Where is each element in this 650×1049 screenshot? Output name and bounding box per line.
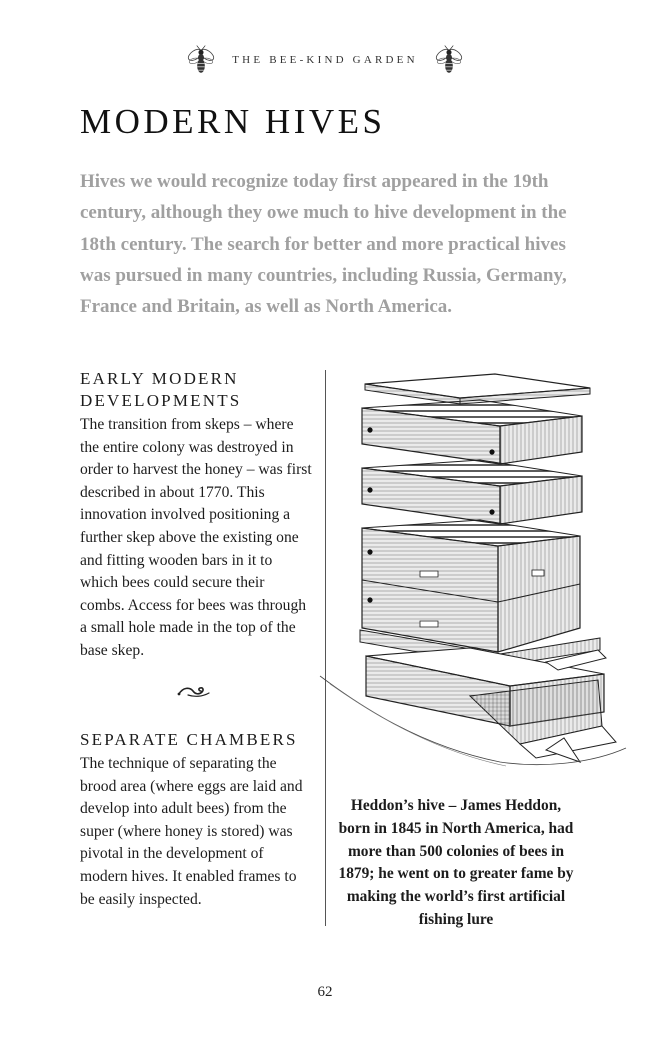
section-body: The technique of separating the brood area (where eggs are laid and develop into adult bees) from the super (where honey is stored) was pivotal in the development of modern hives. It enabled frames to be easily inspected. (80, 755, 303, 908)
intro-paragraph: Hives we would recognize today first appeared in the 19th century, although they owe much to hive development in the 18th century. The search for better and more practical hives was pursued in many countries, including Russia, Germany, France and Britain, as well as North America. (80, 171, 567, 318)
section-separate-chambers (80, 729, 312, 911)
section-heading: SEPARATE CHAMBERS (80, 730, 298, 749)
figure-caption: Heddon’s hive – James Heddon, born in 1845 in North America, had more than 500 colonies of bees in 1879; he went on to greater fame by making the world’s first artificial fishing lure (338, 797, 574, 928)
page-number: 62 (317, 984, 333, 1000)
section-early-modern (80, 368, 312, 663)
running-header (0, 40, 650, 80)
heddon-hive-illustration (300, 366, 630, 780)
running-title: THE BEE-KIND GARDEN (232, 54, 418, 66)
page-title: MODERN HIVES (80, 102, 386, 141)
section-heading: EARLY MODERN DEVELOPMENTS (80, 369, 242, 410)
flourish-ornament-icon (176, 682, 212, 700)
section-body: The transition from skeps – where the entire colony was destroyed in order to harvest the honey – was first described in about 1770. This innovation involved positioning a further skep above the existing one and fitting wooden bars in it to which bees could secure their combs. Access for bees was through a small hole made in the top of the base skep. (80, 416, 312, 659)
bee-icon (432, 43, 466, 77)
bee-icon (184, 43, 218, 77)
